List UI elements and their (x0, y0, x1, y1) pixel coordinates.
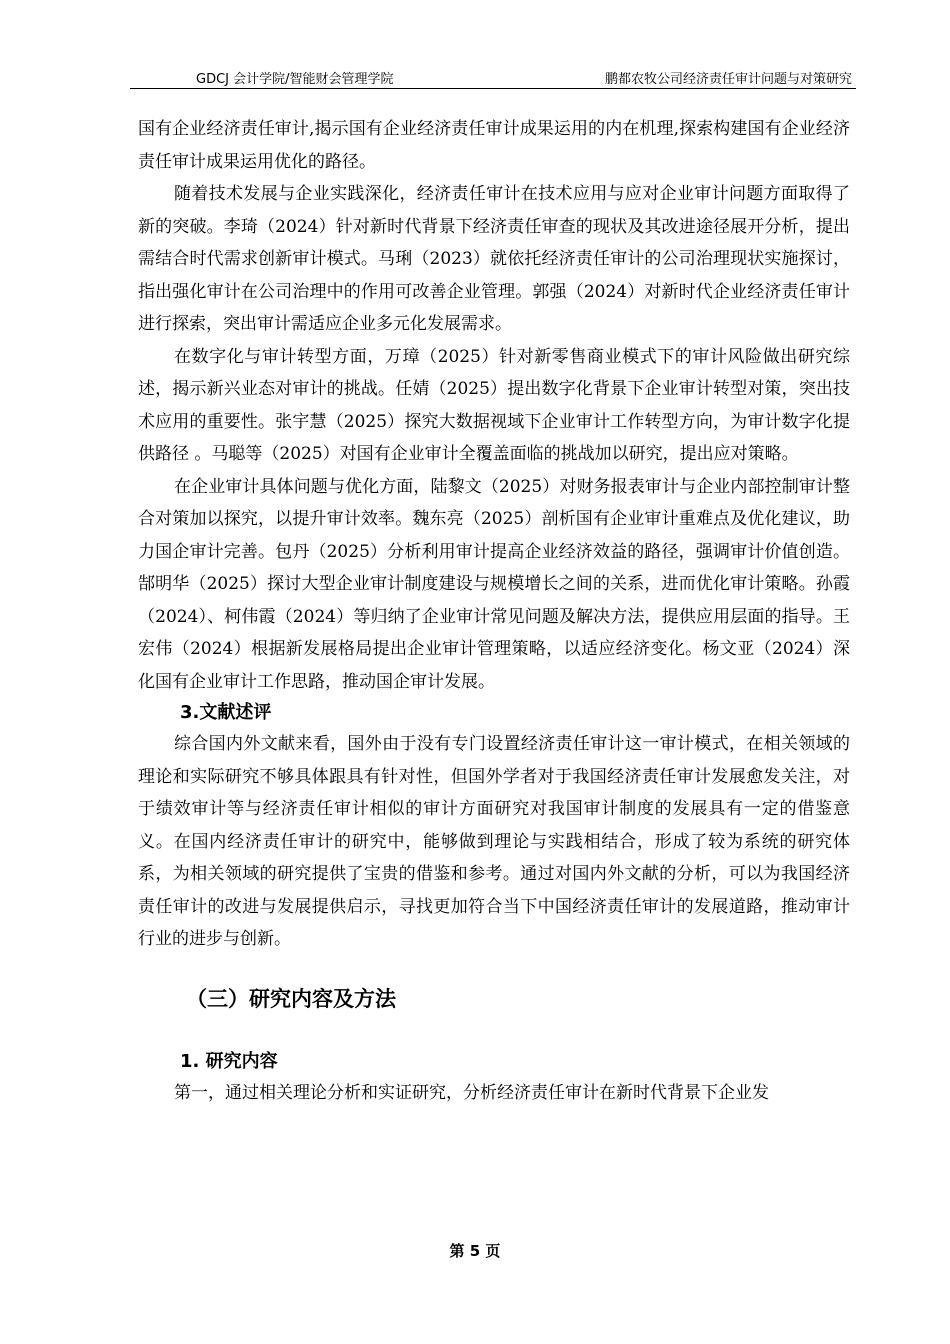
paragraph-5: 综合国内外文献来看，国外由于没有专门设置经济责任审计这一审计模式，在相关领域的理论和实际研究不够具体跟具有针对性，但国外学者对于我国经济责任审计发展愈发关注，对于绩效审计等与经济责任审计相似的审计方面研究对我国审计制度的发展具有一定的借鉴意义。在国内经济责任审计的研究中，能够做到理论与实践相结合，形成了较为系统的研究体系，为相关领域的研究提供了宝贵的借鉴和参考。通过对国内外文献的分析，可以为我国经济责任审计的改进与发展提供启示，寻找更加符合当下中国经济责任审计的发展道路，推动审计行业的进步与创新。 (138, 734, 850, 949)
page-number: 第 5 页 (449, 1242, 501, 1260)
paragraph-3: 在数字化与审计转型方面，万璋（2025）针对新零售商业模式下的审计风险做出研究综述，揭示新兴业态对审计的挑战。任婧（2025）提出数字化背景下企业审计转型对策，突出技术应用的重要性。张宇慧（2025）探究大数据视域下企业审计工作转型方向，为审计数字化提供路径 。马聪等（2025）对国有企业审计全覆盖面临的挑战加以研究，提出应对策略。 (138, 346, 850, 464)
page-body (138, 113, 850, 1109)
paragraph-2: 随着技术发展与企业实践深化，经济责任审计在技术应用与应对企业审计问题方面取得了新的突破。李琦（2024）针对新时代背景下经济责任审查的现状及其改进途径展开分析，提出需结合时代需求创新审计模式。马琍（2023）就依托经济责任审计的公司治理现状实施探讨，指出强化审计在公司治理中的作用可改善企业管理。郭强（2024）对新时代企业经济责任审计进行探索，突出审计需适应企业多元化发展需求。 (138, 184, 850, 334)
paragraph-1: 国有企业经济责任审计,揭示国有企业经济责任审计成果运用的内在机理,探索构建国有企业经济责任审计成果运用优化的路径。 (138, 119, 850, 172)
header-left: GDCJ 会计学院/智能财会管理学院 (196, 72, 394, 87)
heading-literature-review: 3.文献述评 (180, 702, 272, 723)
header-right: 鹏都农牧公司经济责任审计问题与对策研究 (604, 72, 852, 87)
heading-research-content: 1. 研究内容 (180, 1050, 278, 1072)
header-divider (130, 88, 856, 89)
paragraph-6: 第一，通过相关理论分析和实证研究，分析经济责任审计在新时代背景下企业发 (174, 1082, 769, 1103)
paragraph-4: 在企业审计具体问题与优化方面，陆黎文（2025）对财务报表审计与企业内部控制审计整合对策加以探究，以提升审计效率。魏东亮（2025）剖析国有企业审计重难点及优化建议，助力国企审计完善。包丹（2025）分析利用审计提高企业经济效益的路径，强调审计价值创造。郜明华（2025）探讨大型企业审计制度建设与规模增长之间的关系，进而优化审计策略。孙霞（2024）、柯伟霞（2024）等归纳了企业审计常见问题及解决方法，提供应用层面的指导。王宏伟（2024）根据新发展格局提出企业审计管理策略，以适应经济变化。杨文亚（2024）深化国有企业审计工作思路，推动国企审计发展。 (138, 476, 850, 692)
heading-research-content-methods: （三）研究内容及方法 (186, 986, 396, 1011)
